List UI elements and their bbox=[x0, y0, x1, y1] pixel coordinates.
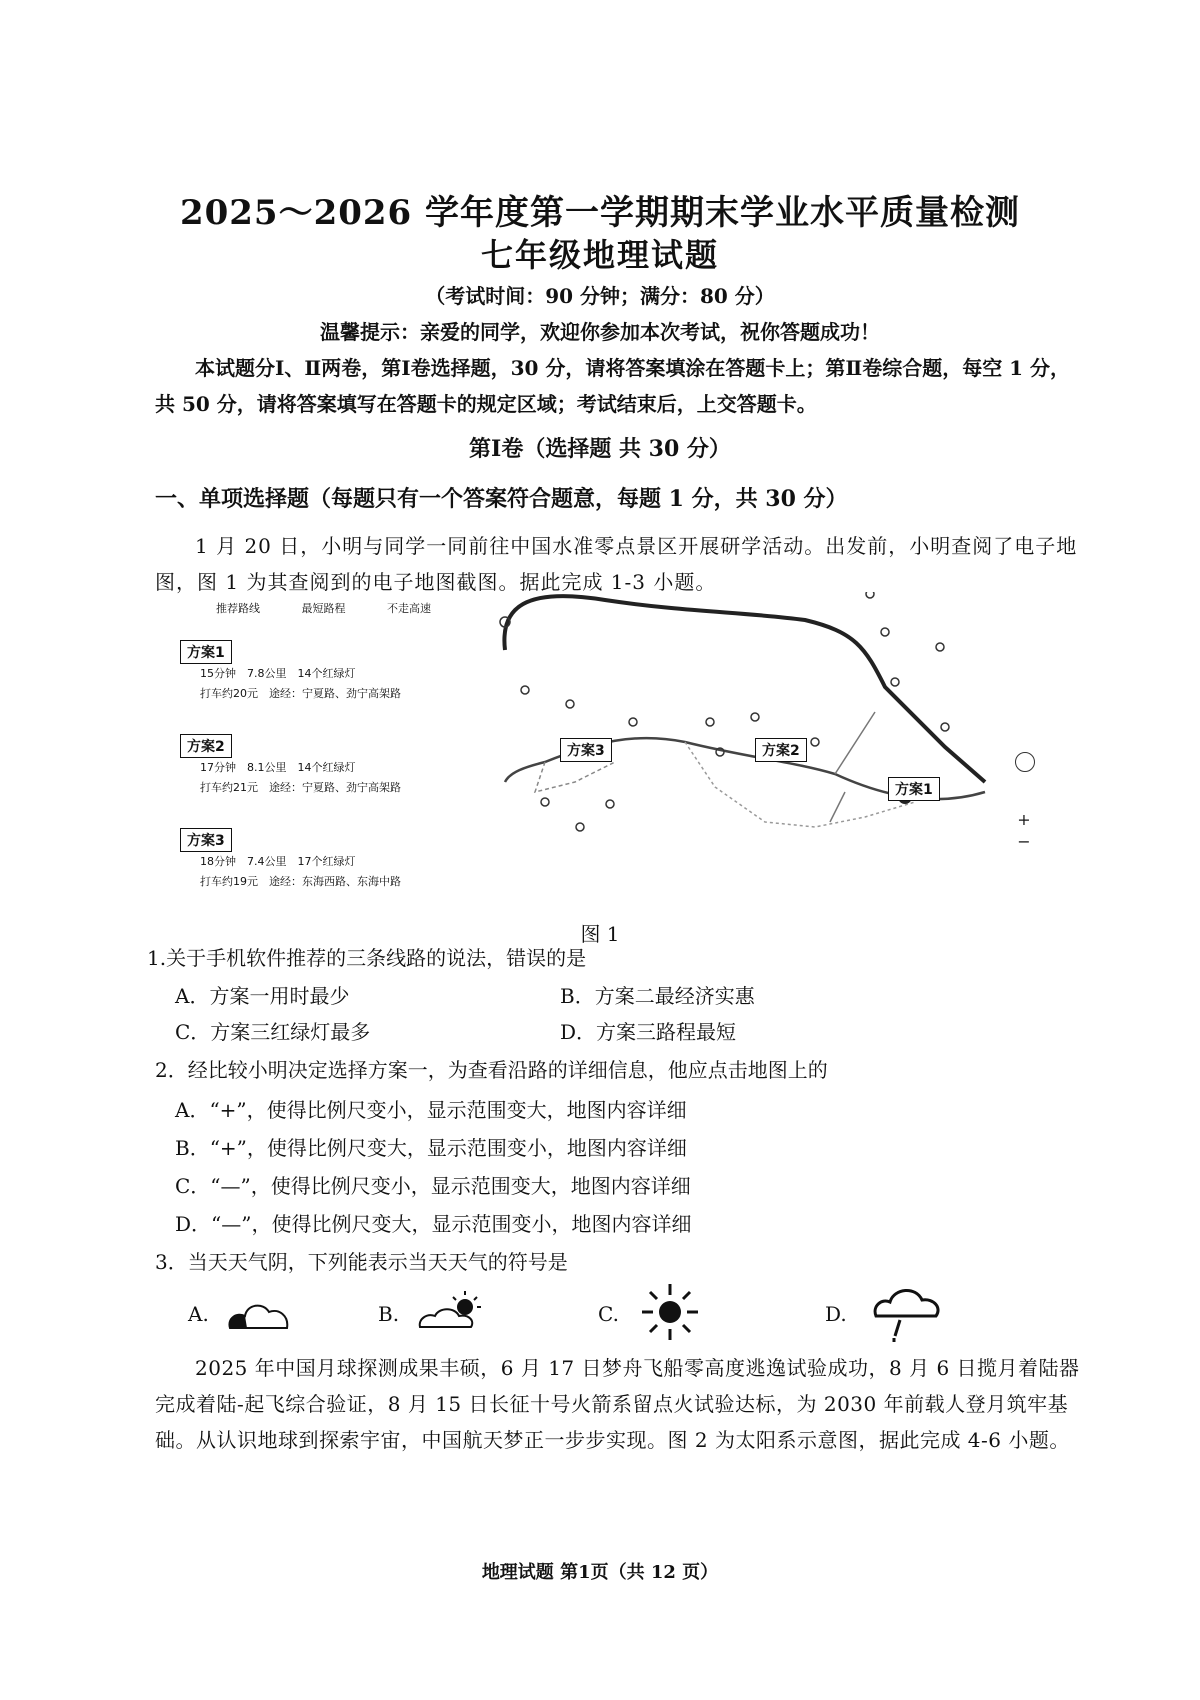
route-tab-no-highway: 不走高速 bbox=[387, 602, 431, 615]
route-map bbox=[485, 592, 1055, 912]
question-1-option-d[interactable]: D．方案三路程最短 bbox=[560, 1020, 737, 1044]
question-3-option-b[interactable]: B. bbox=[378, 1302, 400, 1326]
question-1-option-a[interactable]: A．方案一用时最少 bbox=[175, 984, 350, 1008]
map-label-plan3: 方案3 bbox=[560, 738, 612, 762]
figure1-caption: 图 1 bbox=[580, 922, 620, 946]
passage-2: 2025 年中国月球探测成果丰硕，6 月 17 日梦舟飞船零高度逃逸试验成功，8 月 6 日揽月着陆器完成着陆-起飞综合验证，8 月 15 日长征十号火箭系留点火试验达标，为 2030 年前载人登月筑牢基础。从认识地球到探索宇宙，中国航天梦正一步步实现。图 2 为太阳系示意图，据此完成 4-6 小题。 bbox=[155, 1356, 1080, 1452]
map-label-plan1: 方案1 bbox=[888, 777, 940, 801]
page-footer: 地理试题 第1页（共 12 页） bbox=[481, 1562, 719, 1583]
question-2-option-d[interactable]: D．“—”，使得比例尺变大，显示范围变小，地图内容详细 bbox=[175, 1212, 692, 1236]
exam-meta: （考试时间：90 分钟；满分：80 分） bbox=[425, 284, 775, 308]
question-3-option-a[interactable]: A. bbox=[188, 1302, 209, 1326]
question-2-option-a[interactable]: A．“+”，使得比例尺变小，显示范围变大，地图内容详细 bbox=[175, 1098, 687, 1122]
route-plan bbox=[180, 734, 401, 798]
question-3-stem: 3．当天天气阴，下列能表示当天天气的符号是 bbox=[155, 1250, 568, 1274]
question-3-option-d[interactable]: D. bbox=[825, 1302, 847, 1326]
section-title: 第Ⅰ卷（选择题 共 30 分） bbox=[469, 436, 731, 462]
route-plan-name: 方案3 bbox=[180, 828, 232, 852]
zoom-out-button[interactable]: − bbox=[1017, 832, 1031, 851]
route-plan-detail: 打车约19元 途经：东海西路、东海中路 bbox=[200, 875, 401, 888]
sunny-icon bbox=[640, 1282, 700, 1342]
rain-cloud-icon bbox=[870, 1280, 945, 1345]
exam-title: 2025～2026 学年度第一学期期末学业水平质量检测 bbox=[179, 193, 1021, 233]
compass-icon[interactable] bbox=[1015, 752, 1035, 772]
route-plan-stats: 15分钟 7.8公里 14个红绿灯 bbox=[200, 667, 356, 680]
question-2-option-c[interactable]: C．“—”，使得比例尺变小，显示范围变大，地图内容详细 bbox=[175, 1174, 691, 1198]
question-2-option-b[interactable]: B．“+”，使得比例尺变大，显示范围变小，地图内容详细 bbox=[175, 1136, 687, 1160]
question-1-option-b[interactable]: B．方案二最经济实惠 bbox=[560, 984, 755, 1008]
partly-cloudy-icon bbox=[415, 1285, 490, 1335]
exam-instructions: 本试题分Ⅰ、Ⅱ两卷，第Ⅰ卷选择题，30 分，请将答案填涂在答题卡上；第Ⅱ卷综合题，每空 1 分，共 50 分，请将答案填写在答题卡的规定区域；考试结束后，上交答题卡。 bbox=[155, 356, 1071, 416]
question-2-stem: 2．经比较小明决定选择方案一，为查看沿路的详细信息，他应点击地图上的 bbox=[155, 1058, 828, 1082]
route-plan-name: 方案1 bbox=[180, 640, 232, 664]
route-plan-detail: 打车约20元 途经：宁夏路、劲宁高架路 bbox=[200, 687, 401, 700]
exam-subtitle: 七年级地理试题 bbox=[480, 236, 719, 274]
route-plan-detail: 打车约21元 途经：宁夏路、劲宁高架路 bbox=[200, 781, 401, 794]
route-tab-recommended: 推荐路线 bbox=[216, 602, 260, 615]
part-title: 一、单项选择题（每题只有一个答案符合题意，每题 1 分，共 30 分） bbox=[155, 486, 848, 512]
route-plan-name: 方案2 bbox=[180, 734, 232, 758]
overcast-icon bbox=[225, 1290, 295, 1335]
map-label-plan2: 方案2 bbox=[755, 738, 807, 762]
question-1-option-c[interactable]: C．方案三红绿灯最多 bbox=[175, 1020, 371, 1044]
route-plan-stats: 17分钟 8.1公里 14个红绿灯 bbox=[200, 761, 356, 774]
route-plan bbox=[180, 640, 401, 704]
route-plan-stats: 18分钟 7.4公里 17个红绿灯 bbox=[200, 855, 356, 868]
question-intro: 1 月 20 日，小明与同学一同前往中国水准零点景区开展研学活动。出发前，小明查阅了电子地图，图 1 为其查阅到的电子地图截图。据此完成 1-3 小题。 bbox=[155, 534, 1078, 594]
route-plan bbox=[180, 828, 401, 892]
route-tabs bbox=[216, 600, 469, 616]
route-tab-shortest: 最短路程 bbox=[301, 602, 346, 615]
zoom-in-button[interactable]: + bbox=[1017, 810, 1031, 829]
exam-tip: 温馨提示：亲爱的同学，欢迎你参加本次考试，祝你答题成功！ bbox=[320, 320, 880, 344]
question-3-option-c[interactable]: C. bbox=[598, 1302, 619, 1326]
question-1-stem: 1.关于手机软件推荐的三条线路的说法，错误的是 bbox=[147, 946, 587, 970]
